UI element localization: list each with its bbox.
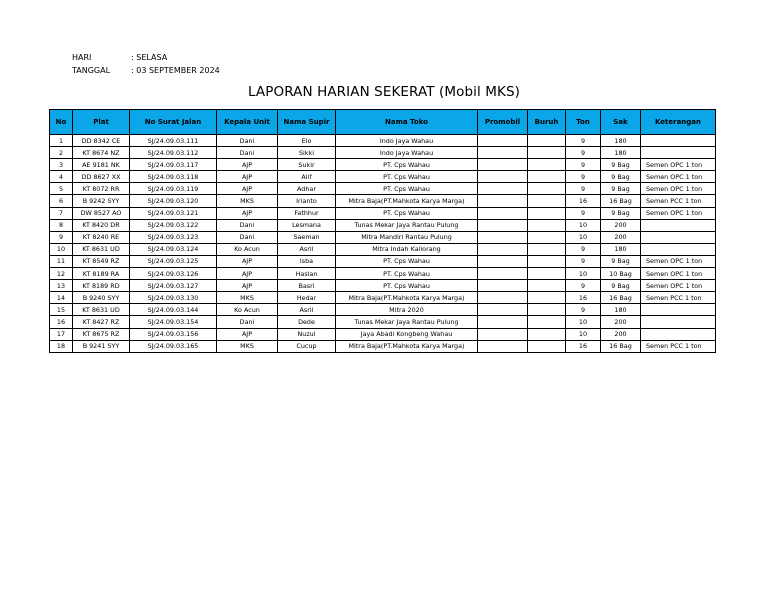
col-keterangan-cell <box>641 304 716 316</box>
col-nama-supir-cell: Dede <box>278 316 336 328</box>
col-no-surat-jalan-cell: SJ/24.09.03.165 <box>130 340 217 352</box>
col-nama-supir-cell: Elo <box>278 135 336 147</box>
col-promobil-cell <box>478 328 528 340</box>
col-ton-cell: 9 <box>566 147 601 159</box>
col-ton-cell: 9 <box>566 207 601 219</box>
col-plat-cell: KT 8631 UD <box>73 304 130 316</box>
table-row <box>50 243 716 255</box>
col-buruh-cell <box>528 183 566 195</box>
col-plat-cell: B 9241 SYY <box>73 340 130 352</box>
col-no-cell: 12 <box>50 268 73 280</box>
col-ton-cell: 10 <box>566 219 601 231</box>
hari-value: : SELASA <box>131 53 168 62</box>
col-keterangan-cell: Semen OPC 1 ton <box>641 280 716 292</box>
col-keterangan-cell: Semen OPC 1 ton <box>641 183 716 195</box>
col-buruh-cell <box>528 243 566 255</box>
col-kepala-unit-cell: MKS <box>217 195 278 207</box>
col-nama-toko-cell: Indo Jaya Wahau <box>336 147 478 159</box>
col-plat-cell: B 9240 SYY <box>73 292 130 304</box>
col-kepala-unit-cell: AJP <box>217 171 278 183</box>
col-no-cell: 16 <box>50 316 73 328</box>
col-no-cell: 15 <box>50 304 73 316</box>
col-nama-toko-cell: PT. Cps Wahau <box>336 255 478 267</box>
col-nama-toko-cell: PT. Cps Wahau <box>336 280 478 292</box>
col-no-surat-jalan-header: No Surat Jalan <box>130 110 217 135</box>
col-keterangan-cell: Semen OPC 1 ton <box>641 171 716 183</box>
col-plat-cell: DD 8342 CE <box>73 135 130 147</box>
col-promobil-cell <box>478 195 528 207</box>
col-nama-toko-cell: PT. Cps Wahau <box>336 268 478 280</box>
col-no-surat-jalan-cell: SJ/24.09.03.112 <box>130 147 217 159</box>
col-nama-toko-header: Nama Toko <box>336 110 478 135</box>
col-sak-cell: 16 Bag <box>601 340 641 352</box>
col-promobil-cell <box>478 292 528 304</box>
col-buruh-cell <box>528 219 566 231</box>
col-keterangan-cell: Semen PCC 1 ton <box>641 292 716 304</box>
col-nama-supir-cell: Fathhur <box>278 207 336 219</box>
col-kepala-unit-cell: Ko Acun <box>217 304 278 316</box>
col-promobil-cell <box>478 255 528 267</box>
col-no-cell: 10 <box>50 243 73 255</box>
col-promobil-cell <box>478 268 528 280</box>
col-kepala-unit-cell: AJP <box>217 207 278 219</box>
col-ton-cell: 10 <box>566 316 601 328</box>
col-no-cell: 7 <box>50 207 73 219</box>
col-ton-cell: 9 <box>566 183 601 195</box>
col-buruh-cell <box>528 340 566 352</box>
col-keterangan-cell: Semen PCC 1 ton <box>641 340 716 352</box>
col-sak-cell: 10 Bag <box>601 268 641 280</box>
col-buruh-cell <box>528 268 566 280</box>
col-plat-cell: B 9242 SYY <box>73 195 130 207</box>
col-plat-cell: AE 9181 NK <box>73 159 130 171</box>
col-promobil-cell <box>478 316 528 328</box>
col-no-cell: 13 <box>50 280 73 292</box>
col-sak-cell: 9 Bag <box>601 171 641 183</box>
col-no-surat-jalan-cell: SJ/24.09.03.123 <box>130 231 217 243</box>
col-no-surat-jalan-cell: SJ/24.09.03.144 <box>130 304 217 316</box>
col-no-cell: 6 <box>50 195 73 207</box>
col-ton-header: Ton <box>566 110 601 135</box>
col-buruh-cell <box>528 195 566 207</box>
col-no-surat-jalan-cell: SJ/24.09.03.111 <box>130 135 217 147</box>
col-keterangan-cell: Semen OPC 1 ton <box>641 207 716 219</box>
col-no-surat-jalan-cell: SJ/24.09.03.154 <box>130 316 217 328</box>
col-kepala-unit-header: Kepala Unit <box>217 110 278 135</box>
col-promobil-cell <box>478 219 528 231</box>
col-kepala-unit-cell: Dani <box>217 147 278 159</box>
col-sak-cell: 9 Bag <box>601 183 641 195</box>
table-row <box>50 219 716 231</box>
col-plat-header: Plat <box>73 110 130 135</box>
col-ton-cell: 9 <box>566 255 601 267</box>
col-buruh-cell <box>528 231 566 243</box>
col-kepala-unit-cell: AJP <box>217 280 278 292</box>
col-keterangan-header: Keterangan <box>641 110 716 135</box>
col-no-cell: 2 <box>50 147 73 159</box>
col-kepala-unit-cell: AJP <box>217 268 278 280</box>
col-promobil-header: Promobil <box>478 110 528 135</box>
table-row <box>50 231 716 243</box>
table-row <box>50 171 716 183</box>
col-sak-cell: 180 <box>601 147 641 159</box>
col-nama-toko-cell: Mitra Indah Kaliorang <box>336 243 478 255</box>
col-kepala-unit-cell: AJP <box>217 183 278 195</box>
col-promobil-cell <box>478 340 528 352</box>
col-no-cell: 11 <box>50 255 73 267</box>
col-buruh-header: Buruh <box>528 110 566 135</box>
col-sak-cell: 16 Bag <box>601 292 641 304</box>
col-buruh-cell <box>528 171 566 183</box>
col-no-header: No <box>50 110 73 135</box>
col-nama-supir-header: Nama Supir <box>278 110 336 135</box>
col-nama-toko-cell: Mitra Mandiri Rantau Pulung <box>336 231 478 243</box>
col-kepala-unit-cell: Dani <box>217 231 278 243</box>
col-sak-cell: 200 <box>601 219 641 231</box>
col-sak-cell: 200 <box>601 316 641 328</box>
table-row <box>50 147 716 159</box>
col-no-cell: 18 <box>50 340 73 352</box>
col-ton-cell: 10 <box>566 328 601 340</box>
col-no-surat-jalan-cell: SJ/24.09.03.122 <box>130 219 217 231</box>
col-keterangan-cell <box>641 328 716 340</box>
col-ton-cell: 16 <box>566 340 601 352</box>
col-nama-toko-cell: PT. Cps Wahau <box>336 159 478 171</box>
col-nama-supir-cell: Alif <box>278 171 336 183</box>
col-no-cell: 4 <box>50 171 73 183</box>
col-plat-cell: DW 8527 AO <box>73 207 130 219</box>
col-sak-cell: 180 <box>601 135 641 147</box>
col-buruh-cell <box>528 207 566 219</box>
col-nama-toko-cell: Mitra Baja(PT.Mahkota Karya Marga) <box>336 292 478 304</box>
col-no-surat-jalan-cell: SJ/24.09.03.130 <box>130 292 217 304</box>
col-nama-toko-cell: Tunas Mekar Jaya Rantau Pulung <box>336 219 478 231</box>
col-ton-cell: 16 <box>566 292 601 304</box>
col-keterangan-cell <box>641 243 716 255</box>
col-ton-cell: 16 <box>566 195 601 207</box>
col-kepala-unit-cell: AJP <box>217 328 278 340</box>
col-promobil-cell <box>478 159 528 171</box>
col-sak-cell: 16 Bag <box>601 195 641 207</box>
col-nama-toko-cell: Tunas Mekar Jaya Rantau Pulung <box>336 316 478 328</box>
col-promobil-cell <box>478 207 528 219</box>
col-ton-cell: 9 <box>566 159 601 171</box>
col-sak-cell: 9 Bag <box>601 280 641 292</box>
col-kepala-unit-cell: MKS <box>217 340 278 352</box>
col-plat-cell: KT 8189 RD <box>73 280 130 292</box>
col-nama-supir-cell: Cucup <box>278 340 336 352</box>
report-title: LAPORAN HARIAN SEKERAT (Mobil MKS) <box>248 84 520 100</box>
col-promobil-cell <box>478 280 528 292</box>
col-sak-header: Sak <box>601 110 641 135</box>
col-plat-cell: KT 8420 DR <box>73 219 130 231</box>
col-nama-supir-cell: Nuzul <box>278 328 336 340</box>
col-promobil-cell <box>478 183 528 195</box>
col-promobil-cell <box>478 243 528 255</box>
col-buruh-cell <box>528 147 566 159</box>
col-kepala-unit-cell: Dani <box>217 135 278 147</box>
col-nama-toko-cell: Mitra Baja(PT.Mahkota Karya Marga) <box>336 195 478 207</box>
col-no-surat-jalan-cell: SJ/24.09.03.156 <box>130 328 217 340</box>
hari-label: HARI <box>72 53 92 62</box>
table-row <box>50 328 716 340</box>
col-no-surat-jalan-cell: SJ/24.09.03.127 <box>130 280 217 292</box>
col-no-surat-jalan-cell: SJ/24.09.03.126 <box>130 268 217 280</box>
col-plat-cell: KT 8674 NZ <box>73 147 130 159</box>
col-keterangan-cell <box>641 231 716 243</box>
col-keterangan-cell <box>641 316 716 328</box>
table-row <box>50 292 716 304</box>
table-header-row <box>50 110 716 135</box>
table-row <box>50 207 716 219</box>
col-nama-supir-cell: Lesmana <box>278 219 336 231</box>
col-no-cell: 17 <box>50 328 73 340</box>
col-nama-toko-cell: Mitra 2020 <box>336 304 478 316</box>
table-row <box>50 183 716 195</box>
col-no-cell: 9 <box>50 231 73 243</box>
table-row <box>50 268 716 280</box>
col-no-surat-jalan-cell: SJ/24.09.03.121 <box>130 207 217 219</box>
col-nama-supir-cell: Asril <box>278 243 336 255</box>
col-buruh-cell <box>528 159 566 171</box>
col-no-cell: 1 <box>50 135 73 147</box>
col-buruh-cell <box>528 292 566 304</box>
col-buruh-cell <box>528 255 566 267</box>
col-plat-cell: KT 8631 UD <box>73 243 130 255</box>
col-ton-cell: 9 <box>566 135 601 147</box>
col-keterangan-cell: Semen OPC 1 ton <box>641 268 716 280</box>
col-nama-supir-cell: Saeman <box>278 231 336 243</box>
col-plat-cell: KT 8675 RZ <box>73 328 130 340</box>
col-no-cell: 5 <box>50 183 73 195</box>
table-row <box>50 195 716 207</box>
col-plat-cell: KT 8072 RR <box>73 183 130 195</box>
col-no-surat-jalan-cell: SJ/24.09.03.119 <box>130 183 217 195</box>
col-nama-supir-cell: Haslan <box>278 268 336 280</box>
table-row <box>50 159 716 171</box>
report-table <box>49 109 716 353</box>
col-promobil-cell <box>478 171 528 183</box>
col-nama-toko-cell: PT. Cps Wahau <box>336 171 478 183</box>
col-buruh-cell <box>528 304 566 316</box>
col-no-surat-jalan-cell: SJ/24.09.03.124 <box>130 243 217 255</box>
col-no-surat-jalan-cell: SJ/24.09.03.125 <box>130 255 217 267</box>
col-buruh-cell <box>528 328 566 340</box>
col-ton-cell: 10 <box>566 268 601 280</box>
col-kepala-unit-cell: AJP <box>217 255 278 267</box>
col-nama-supir-cell: Hedar <box>278 292 336 304</box>
col-nama-toko-cell: Jaya Abadi Kongbeng Wahau <box>336 328 478 340</box>
col-sak-cell: 9 Bag <box>601 159 641 171</box>
col-kepala-unit-cell: Ko Acun <box>217 243 278 255</box>
table-row <box>50 135 716 147</box>
col-kepala-unit-cell: Dani <box>217 316 278 328</box>
col-nama-toko-cell: Mitra Baja(PT.Mahkota Karya Marga) <box>336 340 478 352</box>
col-kepala-unit-cell: Dani <box>217 219 278 231</box>
col-sak-cell: 180 <box>601 304 641 316</box>
col-nama-supir-cell: Basri <box>278 280 336 292</box>
col-nama-toko-cell: PT. Cps Wahau <box>336 183 478 195</box>
col-nama-supir-cell: Sukir <box>278 159 336 171</box>
col-kepala-unit-cell: AJP <box>217 159 278 171</box>
table-row <box>50 280 716 292</box>
col-no-surat-jalan-cell: SJ/24.09.03.120 <box>130 195 217 207</box>
table-body <box>50 135 716 353</box>
col-no-cell: 8 <box>50 219 73 231</box>
col-nama-supir-cell: Adhar <box>278 183 336 195</box>
col-sak-cell: 200 <box>601 231 641 243</box>
col-ton-cell: 9 <box>566 171 601 183</box>
col-ton-cell: 9 <box>566 280 601 292</box>
col-buruh-cell <box>528 135 566 147</box>
col-keterangan-cell: Semen OPC 1 ton <box>641 255 716 267</box>
col-keterangan-cell: Semen PCC 1 ton <box>641 195 716 207</box>
col-no-surat-jalan-cell: SJ/24.09.03.117 <box>130 159 217 171</box>
col-sak-cell: 9 Bag <box>601 207 641 219</box>
col-no-surat-jalan-cell: SJ/24.09.03.118 <box>130 171 217 183</box>
table-row <box>50 316 716 328</box>
tanggal-value: : 03 SEPTEMBER 2024 <box>131 66 220 75</box>
col-plat-cell: KT 8240 RE <box>73 231 130 243</box>
col-ton-cell: 10 <box>566 231 601 243</box>
col-nama-supir-cell: Sikki <box>278 147 336 159</box>
col-keterangan-cell <box>641 147 716 159</box>
table-row <box>50 255 716 267</box>
col-sak-cell: 9 Bag <box>601 255 641 267</box>
col-plat-cell: KT 8427 RZ <box>73 316 130 328</box>
col-ton-cell: 9 <box>566 243 601 255</box>
col-promobil-cell <box>478 147 528 159</box>
col-sak-cell: 180 <box>601 243 641 255</box>
col-no-cell: 14 <box>50 292 73 304</box>
table-row <box>50 340 716 352</box>
col-promobil-cell <box>478 231 528 243</box>
col-promobil-cell <box>478 304 528 316</box>
col-plat-cell: KT 8549 RZ <box>73 255 130 267</box>
table-row <box>50 304 716 316</box>
col-ton-cell: 9 <box>566 304 601 316</box>
col-nama-toko-cell: Indo Jaya Wahau <box>336 135 478 147</box>
col-plat-cell: DD 8627 XX <box>73 171 130 183</box>
col-keterangan-cell <box>641 219 716 231</box>
col-keterangan-cell: Semen OPC 1 ton <box>641 159 716 171</box>
col-kepala-unit-cell: MKS <box>217 292 278 304</box>
col-no-cell: 3 <box>50 159 73 171</box>
tanggal-label: TANGGAL <box>72 66 111 75</box>
col-nama-supir-cell: Isba <box>278 255 336 267</box>
col-buruh-cell <box>528 280 566 292</box>
col-sak-cell: 200 <box>601 328 641 340</box>
col-promobil-cell <box>478 135 528 147</box>
col-nama-toko-cell: PT. Cps Wahau <box>336 207 478 219</box>
col-plat-cell: KT 8189 RA <box>73 268 130 280</box>
col-nama-supir-cell: Asril <box>278 304 336 316</box>
col-nama-supir-cell: Irianto <box>278 195 336 207</box>
col-keterangan-cell <box>641 135 716 147</box>
col-buruh-cell <box>528 316 566 328</box>
